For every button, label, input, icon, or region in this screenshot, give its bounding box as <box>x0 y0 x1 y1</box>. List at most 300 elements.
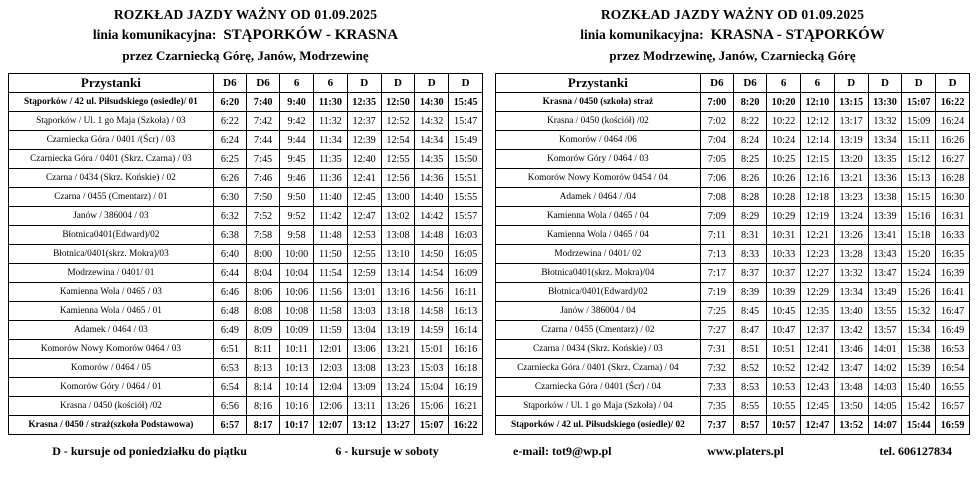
column-header-stops: Przystanki <box>496 74 701 93</box>
departure-time-cell: 13:20 <box>834 150 868 169</box>
departure-time-cell: 12:18 <box>800 188 834 207</box>
column-header-day-3: 6 <box>280 74 314 93</box>
departure-time-cell: 14:30 <box>415 93 449 112</box>
departure-time-cell: 10:06 <box>280 283 314 302</box>
departure-time-cell: 15:12 <box>902 150 936 169</box>
contact-website: www.platers.pl <box>707 444 784 459</box>
departure-time-cell: 13:10 <box>381 245 415 264</box>
departure-time-cell: 7:32 <box>700 359 733 378</box>
departure-time-cell: 12:07 <box>313 416 347 435</box>
departure-time-cell: 16:16 <box>449 340 483 359</box>
departure-time-cell: 16:14 <box>449 321 483 340</box>
departure-time-cell: 16:35 <box>936 245 970 264</box>
departure-time-cell: 11:34 <box>313 131 347 150</box>
departure-time-cell: 12:12 <box>800 112 834 131</box>
departure-time-cell: 14:03 <box>868 378 902 397</box>
departure-time-cell: 9:40 <box>280 93 314 112</box>
table-row <box>9 150 483 169</box>
departure-time-cell: 13:14 <box>381 264 415 283</box>
departure-time-cell: 8:47 <box>733 321 766 340</box>
departure-time-cell: 16:18 <box>449 359 483 378</box>
table-row <box>9 93 483 112</box>
departure-time-cell: 15:39 <box>902 359 936 378</box>
departure-time-cell: 8:17 <box>246 416 279 435</box>
departure-time-cell: 13:24 <box>381 378 415 397</box>
departure-time-cell: 15:01 <box>415 340 449 359</box>
departure-time-cell: 10:47 <box>767 321 801 340</box>
departure-time-cell: 15:34 <box>902 321 936 340</box>
departure-time-cell: 15:42 <box>902 397 936 416</box>
stop-name-cell: Czarniecka Góra / 0401 /(Ścr) / 03 <box>9 131 214 150</box>
table-row <box>9 416 483 435</box>
departure-time-cell: 12:14 <box>800 131 834 150</box>
departure-time-cell: 15:09 <box>902 112 936 131</box>
departure-time-cell: 13:35 <box>868 150 902 169</box>
departure-time-cell: 12:42 <box>800 359 834 378</box>
departure-time-cell: 16:11 <box>449 283 483 302</box>
departure-time-cell: 16:26 <box>936 131 970 150</box>
table-row <box>496 245 970 264</box>
schedule-table-right <box>495 73 970 435</box>
departure-time-cell: 6:57 <box>213 416 246 435</box>
departure-time-cell: 13:32 <box>834 264 868 283</box>
departure-time-cell: 16:03 <box>449 226 483 245</box>
departure-time-cell: 12:37 <box>800 321 834 340</box>
departure-time-cell: 12:35 <box>347 93 381 112</box>
departure-time-cell: 12:23 <box>800 245 834 264</box>
departure-time-cell: 11:32 <box>313 112 347 131</box>
departure-time-cell: 13:41 <box>868 226 902 245</box>
departure-time-cell: 16:24 <box>936 112 970 131</box>
departure-time-cell: 13:32 <box>868 112 902 131</box>
departure-time-cell: 12:53 <box>347 226 381 245</box>
departure-time-cell: 7:11 <box>700 226 733 245</box>
departure-time-cell: 11:50 <box>313 245 347 264</box>
departure-time-cell: 7:04 <box>700 131 733 150</box>
table-row <box>496 93 970 112</box>
departure-time-cell: 16:28 <box>936 169 970 188</box>
table-row <box>9 340 483 359</box>
departure-time-cell: 13:19 <box>381 321 415 340</box>
table-row <box>9 321 483 340</box>
departure-time-cell: 14:48 <box>415 226 449 245</box>
departure-time-cell: 10:13 <box>280 359 314 378</box>
table-row <box>496 207 970 226</box>
header-line-route <box>580 26 885 45</box>
departure-time-cell: 6:38 <box>213 226 246 245</box>
departure-time-cell: 10:11 <box>280 340 314 359</box>
departure-time-cell: 13:11 <box>347 397 381 416</box>
departure-time-cell: 11:48 <box>313 226 347 245</box>
departure-time-cell: 12:41 <box>347 169 381 188</box>
departure-time-cell: 13:09 <box>347 378 381 397</box>
table-row <box>9 169 483 188</box>
departure-time-cell: 8:51 <box>733 340 766 359</box>
header-route-name: STĄPORKÓW - KRASNA <box>223 27 399 44</box>
departure-time-cell: 15:20 <box>902 245 936 264</box>
stop-name-cell: Modrzewina / 0401/ 02 <box>496 245 701 264</box>
departure-time-cell: 8:16 <box>246 397 279 416</box>
departure-time-cell: 7:02 <box>700 112 733 131</box>
departure-time-cell: 8:57 <box>733 416 766 435</box>
departure-time-cell: 15:03 <box>415 359 449 378</box>
departure-time-cell: 14:02 <box>868 359 902 378</box>
departure-time-cell: 11:58 <box>313 302 347 321</box>
stop-name-cell: Czarniecka Góra / 0401 (Skrz. Czarna) / 04 <box>496 359 701 378</box>
departure-time-cell: 13:03 <box>347 302 381 321</box>
table-row <box>9 397 483 416</box>
stop-name-cell: Komorów / 0464 /06 <box>496 131 701 150</box>
departure-time-cell: 11:56 <box>313 283 347 302</box>
departure-time-cell: 10:24 <box>767 131 801 150</box>
departure-time-cell: 12:40 <box>347 150 381 169</box>
stop-name-cell: Komorów Góry / 0464 / 01 <box>9 378 214 397</box>
departure-time-cell: 13:38 <box>868 188 902 207</box>
column-header-day-8: D <box>449 74 483 93</box>
departure-time-cell: 14:35 <box>415 150 449 169</box>
departure-time-cell: 6:48 <box>213 302 246 321</box>
departure-time-cell: 8:26 <box>733 169 766 188</box>
stop-name-cell: Krasna / 0450 (szkoła) straż <box>496 93 701 112</box>
departure-time-cell: 7:33 <box>700 378 733 397</box>
stop-name-cell: Janów / 386004 / 03 <box>9 207 214 226</box>
stop-name-cell: Stąporków / 42 ul. Piłsudskiego (osiedle)/ 02 <box>496 416 701 435</box>
departure-time-cell: 13:08 <box>381 226 415 245</box>
departure-time-cell: 12:54 <box>381 131 415 150</box>
column-header-day-6: D <box>381 74 415 93</box>
table-row <box>496 112 970 131</box>
stop-name-cell: Kamienna Wola / 0465 / 04 <box>496 226 701 245</box>
table-row <box>496 378 970 397</box>
header-title: ROZKŁAD JAZDY WAŻNY OD 01.09.2025 <box>600 7 865 22</box>
stop-name-cell: Czarna / 0455 (Cmentarz) / 01 <box>9 188 214 207</box>
departure-time-cell: 6:30 <box>213 188 246 207</box>
departure-time-cell: 14:58 <box>415 302 449 321</box>
departure-time-cell: 15:32 <box>902 302 936 321</box>
header-title: ROZKŁAD JAZDY WAŻNY OD 01.09.2025 <box>113 7 378 22</box>
departure-time-cell: 12:21 <box>800 226 834 245</box>
departure-time-cell: 7:05 <box>700 150 733 169</box>
departure-time-cell: 7:58 <box>246 226 279 245</box>
departure-time-cell: 13:34 <box>868 131 902 150</box>
departure-time-cell: 14:07 <box>868 416 902 435</box>
departure-time-cell: 10:39 <box>767 283 801 302</box>
departure-time-cell: 8:33 <box>733 245 766 264</box>
departure-time-cell: 13:49 <box>868 283 902 302</box>
table-row <box>496 397 970 416</box>
departure-time-cell: 11:40 <box>313 188 347 207</box>
stop-name-cell: Czarna / 0434 (Skrz. Końskie) / 02 <box>9 169 214 188</box>
departure-time-cell: 6:40 <box>213 245 246 264</box>
departure-time-cell: 16:31 <box>936 207 970 226</box>
departure-time-cell: 15:07 <box>415 416 449 435</box>
departure-time-cell: 10:14 <box>280 378 314 397</box>
departure-time-cell: 13:12 <box>347 416 381 435</box>
departure-time-cell: 15:04 <box>415 378 449 397</box>
departure-time-cell: 10:04 <box>280 264 314 283</box>
stop-name-cell: Krasna / 0450 (kościół) /02 <box>9 397 214 416</box>
table-row <box>9 302 483 321</box>
stop-name-cell: Krasna / 0450 / straż(szkoła Podstawowa) <box>9 416 214 435</box>
departure-time-cell: 12:41 <box>800 340 834 359</box>
departure-time-cell: 10:57 <box>767 416 801 435</box>
departure-time-cell: 6:26 <box>213 169 246 188</box>
departure-time-cell: 8:28 <box>733 188 766 207</box>
departure-time-cell: 13:23 <box>834 188 868 207</box>
departure-time-cell: 9:45 <box>280 150 314 169</box>
stop-name-cell: Czarniecka Góra / 0401 (Ścr) / 04 <box>496 378 701 397</box>
departure-time-cell: 12:55 <box>381 150 415 169</box>
departure-time-cell: 13:57 <box>868 321 902 340</box>
departure-time-cell: 13:21 <box>834 169 868 188</box>
contact-email: e-mail: tot9@wp.pl <box>513 444 612 459</box>
departure-time-cell: 16:55 <box>936 378 970 397</box>
column-header-day-7: D <box>415 74 449 93</box>
departure-time-cell: 15:49 <box>449 131 483 150</box>
departure-time-cell: 10:25 <box>767 150 801 169</box>
departure-time-cell: 12:19 <box>800 207 834 226</box>
departure-time-cell: 8:45 <box>733 302 766 321</box>
departure-time-cell: 10:26 <box>767 169 801 188</box>
column-header-stops: Przystanki <box>9 74 214 93</box>
column-header-day-6: D <box>868 74 902 93</box>
departure-time-cell: 12:27 <box>800 264 834 283</box>
departure-time-cell: 15:44 <box>902 416 936 435</box>
departure-time-cell: 14:32 <box>415 112 449 131</box>
departure-time-cell: 12:16 <box>800 169 834 188</box>
stop-name-cell: Krasna / 0450 (kościół) /02 <box>496 112 701 131</box>
departure-time-cell: 10:28 <box>767 188 801 207</box>
schedule-body-left <box>9 93 483 435</box>
departure-time-cell: 7:31 <box>700 340 733 359</box>
departure-time-cell: 13:34 <box>834 283 868 302</box>
departure-time-cell: 7:08 <box>700 188 733 207</box>
departure-time-cell: 10:45 <box>767 302 801 321</box>
departure-time-cell: 7:35 <box>700 397 733 416</box>
departure-time-cell: 7:52 <box>246 207 279 226</box>
stop-name-cell: Stąporków / 42 ul. Piłsudskiego (osiedle)/ 01 <box>9 93 214 112</box>
departure-time-cell: 14:42 <box>415 207 449 226</box>
departure-time-cell: 13:06 <box>347 340 381 359</box>
departure-time-cell: 10:29 <box>767 207 801 226</box>
departure-time-cell: 7:06 <box>700 169 733 188</box>
departure-time-cell: 14:56 <box>415 283 449 302</box>
departure-time-cell: 13:50 <box>834 397 868 416</box>
departure-time-cell: 14:05 <box>868 397 902 416</box>
departure-time-cell: 6:22 <box>213 112 246 131</box>
departure-time-cell: 8:39 <box>733 283 766 302</box>
stop-name-cell: Modrzewina / 0401/ 01 <box>9 264 214 283</box>
column-header-day-5: D <box>834 74 868 93</box>
departure-time-cell: 12:50 <box>381 93 415 112</box>
departure-time-cell: 15:45 <box>449 93 483 112</box>
departure-time-cell: 13:27 <box>381 416 415 435</box>
departure-time-cell: 14:54 <box>415 264 449 283</box>
stop-name-cell: Czarniecka Góra / 0401 (Skrz. Czarna) / 03 <box>9 150 214 169</box>
footer-right <box>495 444 970 459</box>
departure-time-cell: 13:00 <box>381 188 415 207</box>
departure-time-cell: 12:43 <box>800 378 834 397</box>
departure-time-cell: 14:40 <box>415 188 449 207</box>
stop-name-cell: Stąporków / Ul. 1 go Maja (Szkoła) / 03 <box>9 112 214 131</box>
departure-time-cell: 8:13 <box>246 359 279 378</box>
departure-time-cell: 16:30 <box>936 188 970 207</box>
departure-time-cell: 13:30 <box>868 93 902 112</box>
departure-time-cell: 16:22 <box>936 93 970 112</box>
footer-left <box>8 444 483 459</box>
table-row <box>9 283 483 302</box>
departure-time-cell: 7:37 <box>700 416 733 435</box>
departure-time-cell: 8:31 <box>733 226 766 245</box>
departure-time-cell: 6:49 <box>213 321 246 340</box>
table-row <box>496 264 970 283</box>
departure-time-cell: 16:53 <box>936 340 970 359</box>
departure-time-cell: 12:01 <box>313 340 347 359</box>
stop-name-cell: Adamek / 0464 / /04 <box>496 188 701 207</box>
departure-time-cell: 14:59 <box>415 321 449 340</box>
departure-time-cell: 8:29 <box>733 207 766 226</box>
departure-time-cell: 13:18 <box>381 302 415 321</box>
departure-time-cell: 9:44 <box>280 131 314 150</box>
departure-time-cell: 12:47 <box>800 416 834 435</box>
table-row <box>496 226 970 245</box>
departure-time-cell: 6:44 <box>213 264 246 283</box>
departure-time-cell: 15:47 <box>449 112 483 131</box>
departure-time-cell: 10:20 <box>767 93 801 112</box>
departure-time-cell: 7:50 <box>246 188 279 207</box>
departure-time-cell: 16:13 <box>449 302 483 321</box>
departure-time-cell: 8:37 <box>733 264 766 283</box>
departure-time-cell: 12:10 <box>800 93 834 112</box>
departure-time-cell: 9:58 <box>280 226 314 245</box>
departure-time-cell: 15:26 <box>902 283 936 302</box>
departure-time-cell: 7:09 <box>700 207 733 226</box>
departure-time-cell: 6:46 <box>213 283 246 302</box>
departure-time-cell: 16:27 <box>936 150 970 169</box>
departure-time-cell: 13:47 <box>834 359 868 378</box>
departure-time-cell: 11:59 <box>313 321 347 340</box>
departure-time-cell: 7:27 <box>700 321 733 340</box>
departure-time-cell: 8:22 <box>733 112 766 131</box>
departure-time-cell: 8:20 <box>733 93 766 112</box>
departure-time-cell: 11:36 <box>313 169 347 188</box>
departure-time-cell: 9:52 <box>280 207 314 226</box>
header-via: przez Czarniecką Górę, Janów, Modrzewinę <box>122 48 369 64</box>
departure-time-cell: 8:06 <box>246 283 279 302</box>
column-header-day-4: 6 <box>800 74 834 93</box>
departure-time-cell: 11:42 <box>313 207 347 226</box>
departure-time-cell: 12:39 <box>347 131 381 150</box>
departure-time-cell: 13:26 <box>381 397 415 416</box>
table-row <box>496 188 970 207</box>
departure-time-cell: 7:00 <box>700 93 733 112</box>
departure-time-cell: 14:36 <box>415 169 449 188</box>
departure-time-cell: 13:26 <box>834 226 868 245</box>
departure-time-cell: 14:01 <box>868 340 902 359</box>
column-header-day-2: D6 <box>733 74 766 93</box>
departure-time-cell: 13:40 <box>834 302 868 321</box>
column-header-day-7: D <box>902 74 936 93</box>
table-row <box>9 359 483 378</box>
schedule-body-right <box>496 93 970 435</box>
departure-time-cell: 13:23 <box>381 359 415 378</box>
departure-time-cell: 6:24 <box>213 131 246 150</box>
header-route-name: KRASNA - STĄPORKÓW <box>710 27 885 44</box>
departure-time-cell: 10:33 <box>767 245 801 264</box>
departure-time-cell: 10:52 <box>767 359 801 378</box>
departure-time-cell: 13:19 <box>834 131 868 150</box>
column-header-day-8: D <box>936 74 970 93</box>
stop-name-cell: Komorów / 0464 / 05 <box>9 359 214 378</box>
schedule-table-left <box>8 73 483 435</box>
departure-time-cell: 16:05 <box>449 245 483 264</box>
legend-weekday: D - kursuje od poniedziałku do piątku <box>52 444 247 459</box>
departure-time-cell: 6:51 <box>213 340 246 359</box>
departure-time-cell: 14:50 <box>415 245 449 264</box>
header-line-route <box>93 26 398 45</box>
stop-name-cell: Błotnica/0401(Edward)/02 <box>496 283 701 302</box>
departure-time-cell: 15:51 <box>449 169 483 188</box>
departure-time-cell: 16:09 <box>449 264 483 283</box>
departure-time-cell: 16:59 <box>936 416 970 435</box>
departure-time-cell: 6:53 <box>213 359 246 378</box>
departure-time-cell: 16:49 <box>936 321 970 340</box>
departure-time-cell: 13:42 <box>834 321 868 340</box>
stop-name-cell: Błotnica/0401(skrz. Mokra)/03 <box>9 245 214 264</box>
table-row <box>496 283 970 302</box>
departure-time-cell: 12:45 <box>800 397 834 416</box>
departure-time-cell: 14:34 <box>415 131 449 150</box>
departure-time-cell: 6:56 <box>213 397 246 416</box>
departure-time-cell: 10:16 <box>280 397 314 416</box>
departure-time-cell: 8:52 <box>733 359 766 378</box>
departure-time-cell: 8:00 <box>246 245 279 264</box>
departure-time-cell: 15:11 <box>902 131 936 150</box>
departure-time-cell: 15:07 <box>902 93 936 112</box>
table-row <box>496 302 970 321</box>
column-header-day-1: D6 <box>700 74 733 93</box>
departure-time-cell: 13:36 <box>868 169 902 188</box>
departure-time-cell: 9:42 <box>280 112 314 131</box>
departure-time-cell: 13:43 <box>868 245 902 264</box>
stop-name-cell: Adamek / 0464 / 03 <box>9 321 214 340</box>
stop-name-cell: Janów / 386004 / 04 <box>496 302 701 321</box>
departure-time-cell: 10:09 <box>280 321 314 340</box>
stop-name-cell: Kamienna Wola / 0465 / 04 <box>496 207 701 226</box>
table-row <box>496 416 970 435</box>
departure-time-cell: 10:37 <box>767 264 801 283</box>
departure-time-cell: 16:57 <box>936 397 970 416</box>
departure-time-cell: 15:18 <box>902 226 936 245</box>
header-via: przez Modrzewinę, Janów, Czarniecką Górę <box>609 48 856 64</box>
departure-time-cell: 12:37 <box>347 112 381 131</box>
column-header-day-5: D <box>347 74 381 93</box>
column-header-day-2: D6 <box>246 74 279 93</box>
departure-time-cell: 7:46 <box>246 169 279 188</box>
departure-time-cell: 7:45 <box>246 150 279 169</box>
departure-time-cell: 13:52 <box>834 416 868 435</box>
departure-time-cell: 13:47 <box>868 264 902 283</box>
departure-time-cell: 10:17 <box>280 416 314 435</box>
departure-time-cell: 11:30 <box>313 93 347 112</box>
stop-name-cell: Stąporków / Ul. 1 go Maja (Szkoła) / 04 <box>496 397 701 416</box>
table-row <box>9 226 483 245</box>
departure-time-cell: 12:06 <box>313 397 347 416</box>
departure-time-cell: 12:29 <box>800 283 834 302</box>
departure-time-cell: 13:21 <box>381 340 415 359</box>
table-header-row <box>9 74 483 93</box>
departure-time-cell: 10:55 <box>767 397 801 416</box>
